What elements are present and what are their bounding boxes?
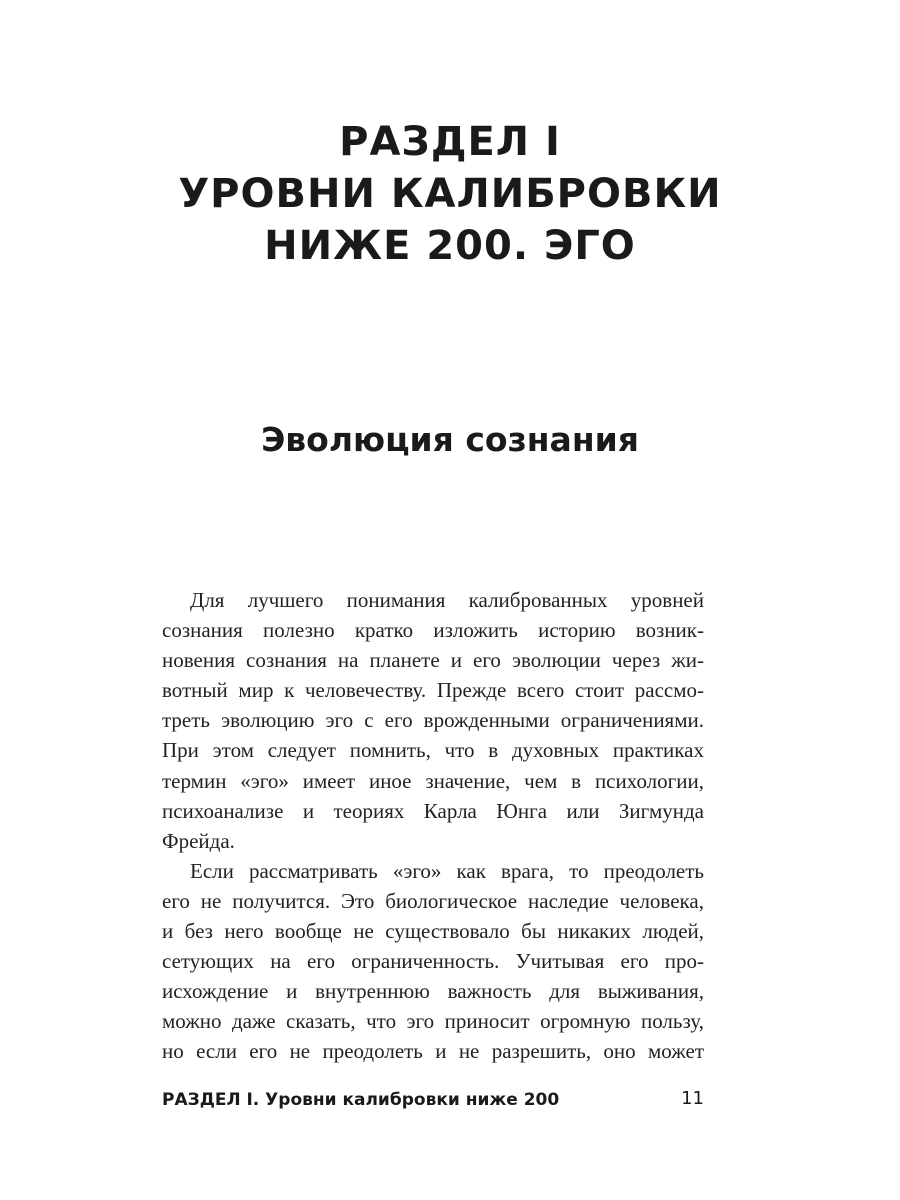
running-footer-title: РАЗДЕЛ I. Уровни калибровки ниже 200 [162, 1090, 560, 1110]
text-line: термин «эго» имеет иное значение, чем в психологии, [162, 768, 704, 793]
text-line: вотный мир к человечеству. Прежде всего стоит рассмо- [162, 678, 704, 703]
text-line: исхождение и внутреннюю важность для выживания, [162, 979, 704, 1004]
text-line: но если его не преодолеть и не разрешить, оно может [162, 1039, 704, 1064]
text-line: треть эволюцию эго с его врожденными ограничениями. [162, 708, 704, 733]
text-line: сетующих на его ограниченность. Учитывая его про- [162, 949, 704, 974]
text-line: психоанализе и теориях Карла Юнга или Зигмунда [162, 798, 704, 823]
section-heading [0, 116, 900, 272]
chapter-subtitle: Эволюция сознания [261, 420, 639, 459]
body-text [162, 585, 704, 1067]
text-line: Фрейда. [162, 828, 235, 853]
text-line: Для лучшего понимания калиброванных уровней [190, 588, 704, 612]
text-line: сознания полезно кратко изложить историю возник- [162, 618, 704, 643]
section-heading-line: РАЗДЕЛ I [339, 119, 561, 165]
text-line: и без него вообще не существовало бы никаких людей, [162, 919, 704, 944]
text-line: можно даже сказать, что эго приносит огромную пользу, [162, 1009, 704, 1034]
text-line: При этом следует помнить, что в духовных практиках [162, 738, 704, 763]
text-line: его не получится. Это биологическое наследие человека, [162, 888, 704, 913]
text-line: Если рассматривать «эго» как врага, то преодолеть [190, 858, 704, 883]
section-heading-line: УРОВНИ КАЛИБРОВКИ [178, 171, 722, 217]
text-line: новения сознания на планете и его эволюции через жи- [162, 648, 704, 673]
section-heading-line: НИЖЕ 200. ЭГО [264, 223, 636, 269]
page-number: 11 [681, 1088, 704, 1109]
